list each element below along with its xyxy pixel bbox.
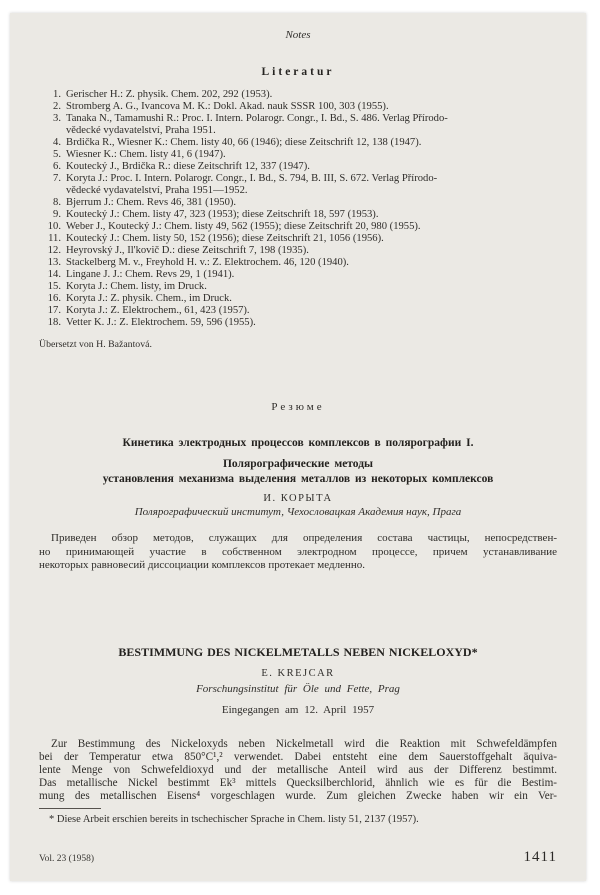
reference-item <box>39 221 557 233</box>
reference-number: 9. <box>53 209 61 220</box>
reference-number: 2. <box>53 101 61 112</box>
resume-affiliation: Полярографический институт, Чехословацкая Академия наук, Прага <box>134 506 462 518</box>
reference-number: 17. <box>47 305 61 316</box>
reference-number: 3. <box>53 113 61 124</box>
reference-item <box>39 257 557 269</box>
reference-text: Koryta J.: Z. Elektrochem., 61, 423 (1957). <box>66 305 250 316</box>
reference-text: Brdička R., Wiesner K.: Chem. listy 40, 66 (1946); diese Zeitschrift 12, 138 (1947). <box>66 137 422 148</box>
abstract-line: Приведен обзор методов, служащих для определения состава частицы, непосредствен- <box>51 532 557 544</box>
article-affiliation: Forschungsinstitut für Öle und Fette, Prag <box>196 682 400 695</box>
reference-number: 11. <box>48 233 61 244</box>
reference-number: 14. <box>47 269 61 280</box>
reference-item <box>39 113 557 125</box>
abstract-line: некоторых равновесий диссоциации комплексов протекает медленно. <box>39 559 365 571</box>
footnote-rule <box>39 808 101 809</box>
abstract-line: но принимающей участие в собственном электродном процессе, причем устанавливание <box>39 545 557 558</box>
reference-text: Stromberg A. G., Ivancova M. K.: Dokl. Akad. nauk SSSR 100, 303 (1955). <box>66 101 389 112</box>
reference-text: Koutecký J.: Chem. listy 47, 323 (1953); diese Zeitschrift 18, 597 (1953). <box>66 209 379 220</box>
reference-number: 13. <box>47 257 61 268</box>
reference-text: Weber J., Koutecký J.: Chem. listy 49, 562 (1955); diese Zeitschrift 20, 980 (1955). <box>66 221 421 232</box>
running-header: Notes <box>285 29 311 41</box>
resume-title-line1: Кинетика электродных процессов комплексов в полярографии I. <box>122 437 474 449</box>
article-body <box>39 738 557 804</box>
reference-number: 5. <box>53 149 61 160</box>
reference-number: 4. <box>53 137 61 148</box>
body-line: lente Menge von Schwefeldioxyd und der metallische Anteil wird aus der Differenz bestimmt. <box>39 763 557 776</box>
reference-item <box>39 269 557 281</box>
reference-item <box>39 209 557 221</box>
reference-item <box>39 281 557 293</box>
reference-text: vědecké vydavatelství, Praha 1951—1952. <box>66 185 248 196</box>
literatur-heading: Literatur <box>261 66 335 78</box>
reference-item <box>39 173 557 185</box>
reference-item <box>39 137 557 149</box>
body-line: mung des metallischen Eisens⁴ vorgeschlagen wurde. Zum gleichen Zwecke haben wir ein Ver- <box>39 790 557 803</box>
resume-heading: Резюме <box>271 401 325 413</box>
reference-text: vědecké vydavatelství, Praha 1951. <box>66 125 216 136</box>
article-footnote: * Diese Arbeit erschien bereits in tschechischer Sprache in Chem. listy 51, 2137 (1957). <box>49 813 419 825</box>
reference-text: Koryta J.: Z. physik. Chem., im Druck. <box>66 293 232 304</box>
reference-text: Koryta J.: Proc. I. Intern. Polarogr. Congr., I. Bd., S. 794, B. III, S. 672. Verlag Přírodo- <box>66 173 438 184</box>
reference-list <box>39 89 557 329</box>
resume-abstract <box>39 532 557 573</box>
reference-number <box>39 125 61 137</box>
reference-item <box>39 233 557 245</box>
reference-text: Wiesner K.: Chem. listy 41, 6 (1947). <box>66 149 226 160</box>
page-footer <box>39 849 557 866</box>
reference-item <box>39 185 557 197</box>
reference-number: 6. <box>53 161 61 172</box>
reference-number: 16. <box>47 293 61 304</box>
reference-item <box>39 245 557 257</box>
body-line: bei der Temperatur etwa 850°C¹,² verwendet. Dabei entsteht eine dem Sauerstoffgehalt äquiva- <box>39 750 557 763</box>
article-author: E. KREJCAR <box>261 667 335 679</box>
reference-number: 18. <box>47 317 61 328</box>
reference-number: 10. <box>47 221 61 232</box>
resume-author: И. КОРЫТА <box>263 493 333 504</box>
reference-item <box>39 305 557 317</box>
reference-item <box>39 149 557 161</box>
reference-text: Tanaka N., Tamamushi R.: Proc. I. Intern. Polarogr. Congr., I. Bd., S. 486. Verlag Přírodo- <box>66 113 448 124</box>
article-title: BESTIMMUNG DES NICKELMETALLS NEBEN NICKELOXYD* <box>118 644 478 659</box>
article-received-date: Eingegangen am 12. April 1957 <box>221 703 375 716</box>
reference-item <box>39 101 557 113</box>
reference-text: Gerischer H.: Z. physik. Chem. 202, 292 (1953). <box>66 89 273 100</box>
reference-number: 8. <box>53 197 61 208</box>
reference-number: 12. <box>47 245 61 256</box>
reference-text: Koutecký J., Brdička R.: diese Zeitschrift 12, 337 (1947). <box>66 161 310 172</box>
page-number: 1411 <box>523 848 557 865</box>
body-line: Zur Bestimmung des Nickeloxyds neben Nickelmetall wird die Reaktion mit Schwefeldämpfen <box>51 737 557 750</box>
reference-item <box>39 89 557 101</box>
reference-text: Stackelberg M. v., Freyhold H. v.: Z. Elektrochem. 46, 120 (1940). <box>66 257 349 268</box>
resume-title-line2: Полярографические методы <box>222 458 374 470</box>
body-line: Das metallische Nickel bestimmt Ek³ mittels Quecksilberchlorid, ähnlich wie es für die Bestim- <box>39 777 557 790</box>
resume-title-line3: установления механизма выделения металлов из некоторых комплексов <box>102 473 494 485</box>
reference-text: Koutecký J.: Chem. listy 50, 152 (1956); diese Zeitschrift 21, 1056 (1956). <box>66 233 384 244</box>
reference-text: Heyrovský J., Il'kovič D.: diese Zeitschrift 7, 198 (1935). <box>66 245 309 256</box>
reference-text: Koryta J.: Chem. listy, im Druck. <box>66 281 207 292</box>
reference-item <box>39 293 557 305</box>
page <box>10 13 586 881</box>
reference-text: Bjerrum J.: Chem. Revs 46, 381 (1950). <box>66 197 237 208</box>
translator-note: Übersetzt von H. Bažantová. <box>39 339 152 350</box>
reference-text: Vetter K. J.: Z. Elektrochem. 59, 596 (1955). <box>66 317 256 328</box>
reference-item <box>39 125 557 137</box>
reference-number: 15. <box>47 281 61 292</box>
reference-text: Lingane J. J.: Chem. Revs 29, 1 (1941). <box>66 269 235 280</box>
reference-item <box>39 197 557 209</box>
reference-number <box>39 185 61 197</box>
reference-item <box>39 161 557 173</box>
reference-item <box>39 317 557 329</box>
volume-label: Vol. 23 (1958) <box>39 853 94 864</box>
reference-number: 1. <box>53 89 61 100</box>
reference-number: 7. <box>53 173 61 184</box>
